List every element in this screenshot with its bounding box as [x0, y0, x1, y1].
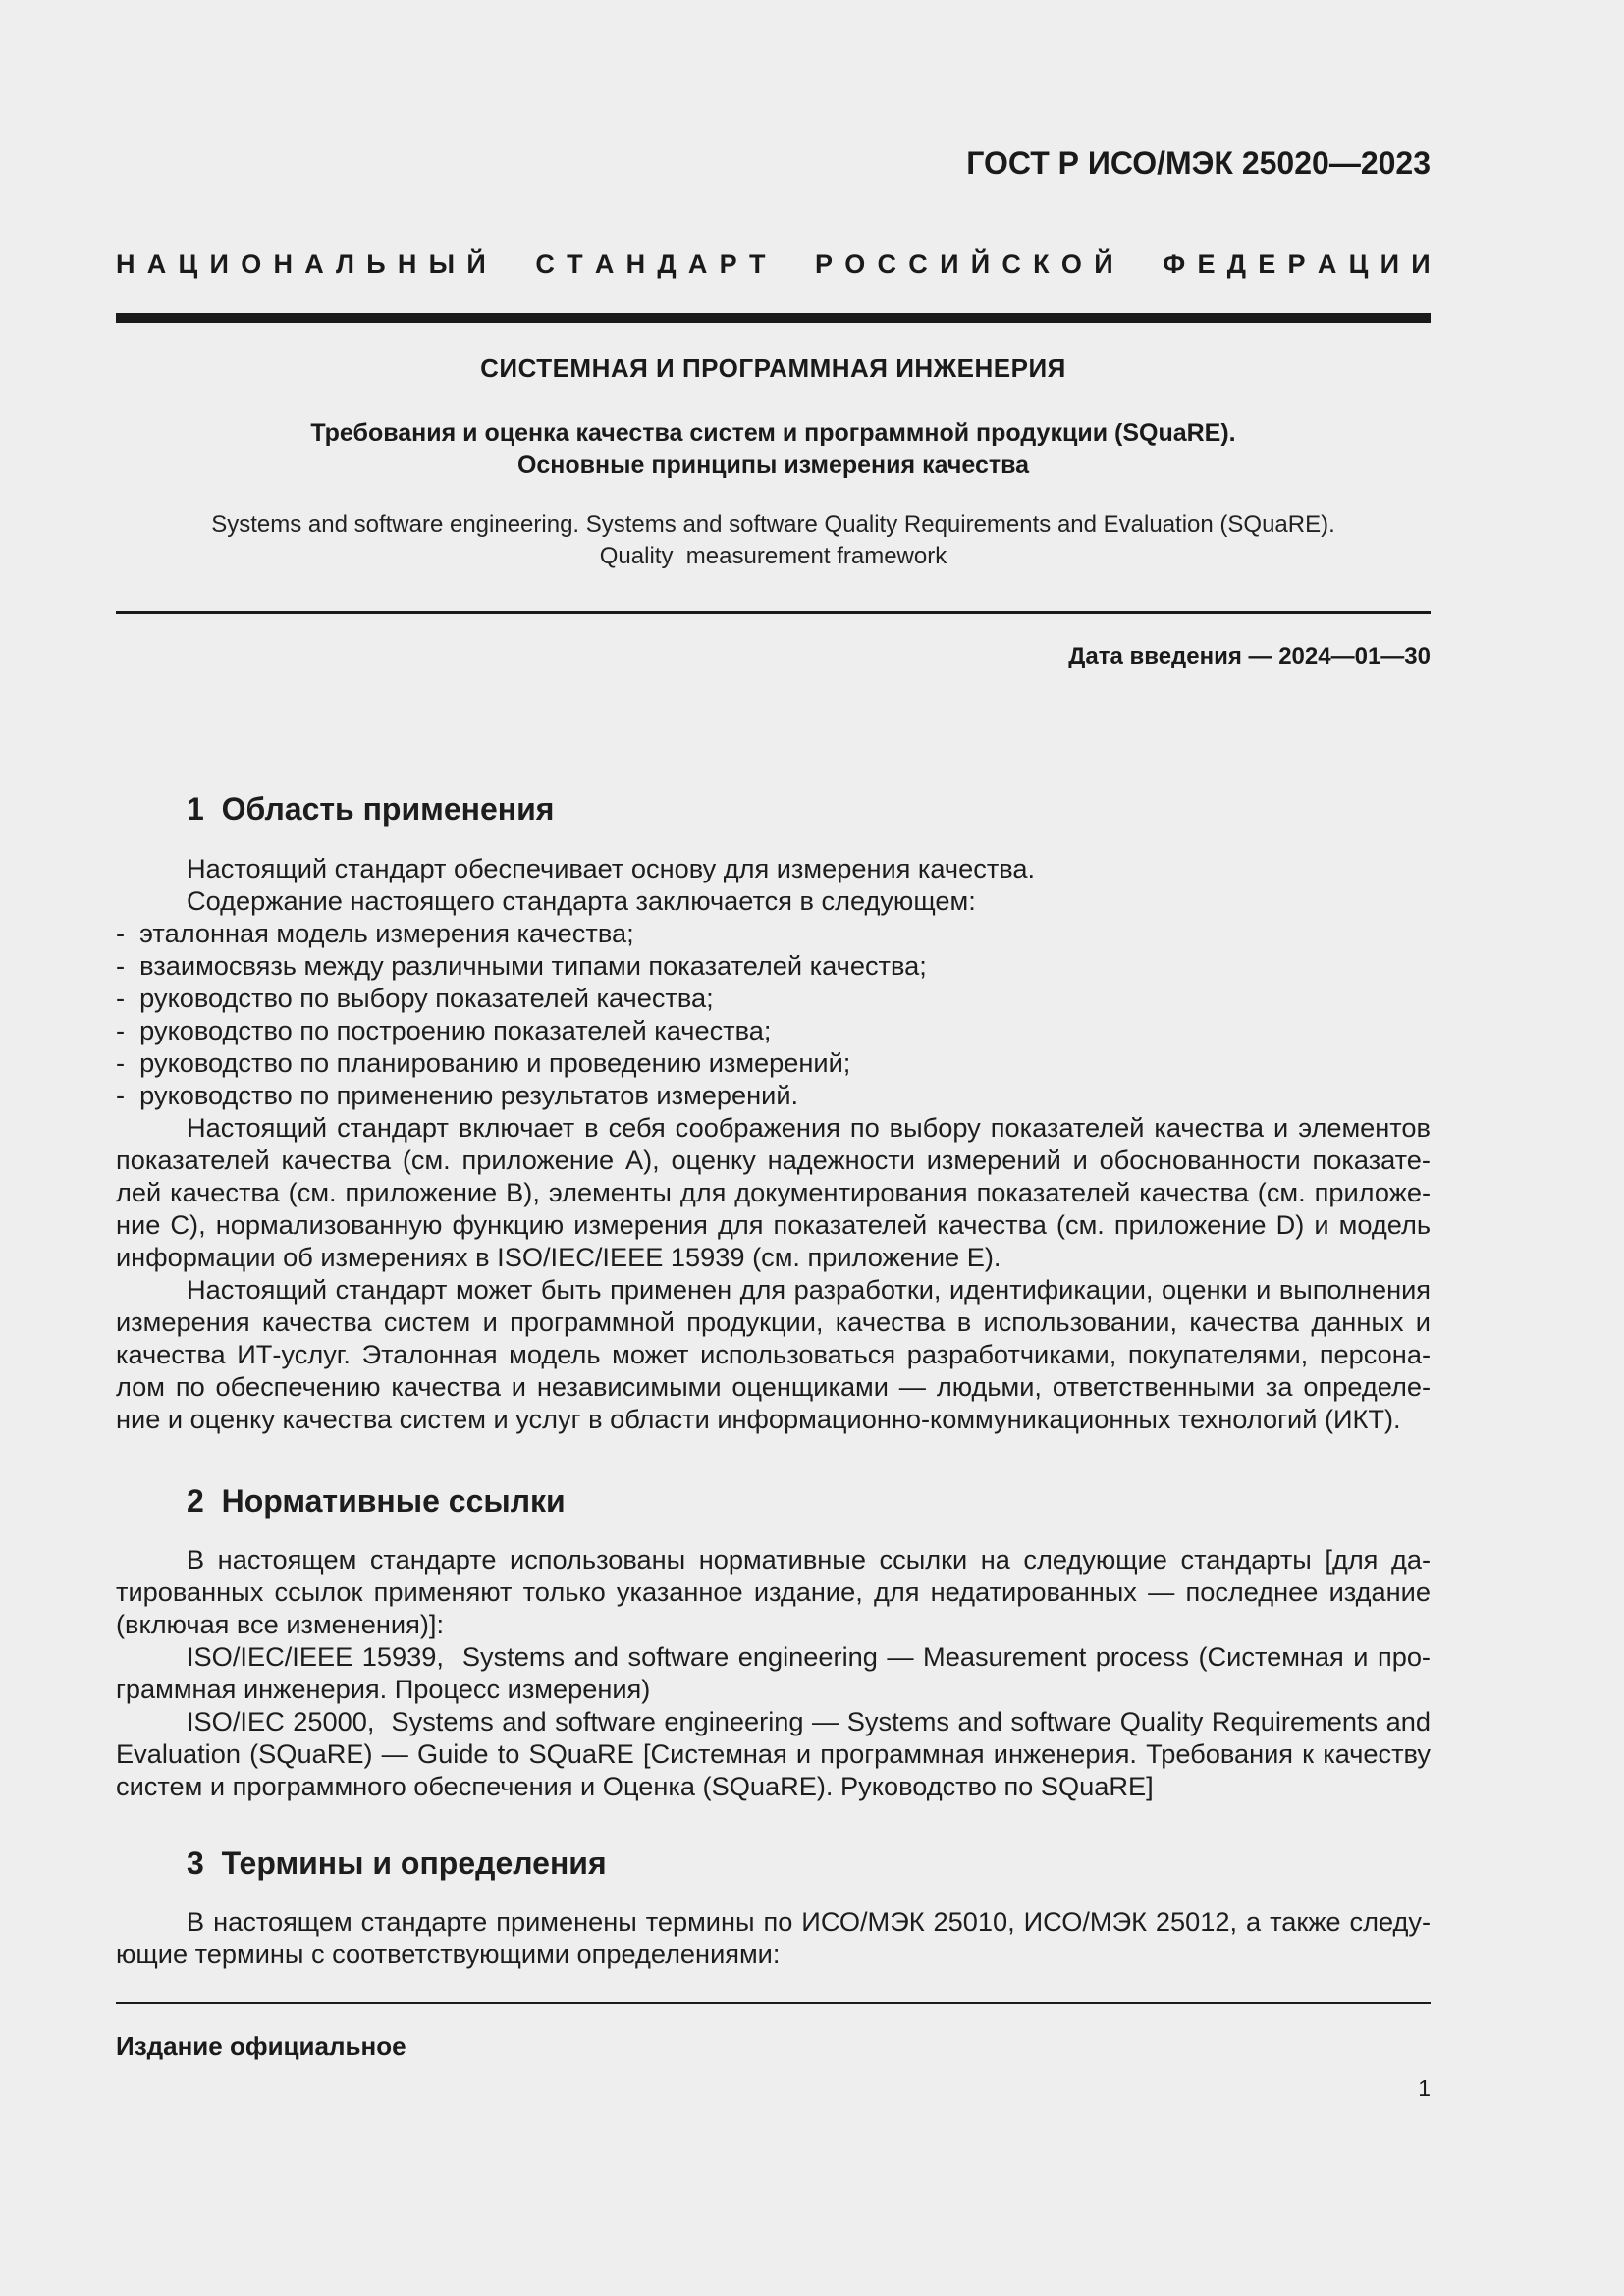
document-code: ГОСТ Р ИСО/МЭК 25020—2023 — [966, 145, 1431, 181]
paragraph-line: информации об измерениях в ISO/IEC/IEEE 15939 (см. приложение E). — [116, 1242, 1001, 1272]
reference-line: ISO/IEC 25000, Systems and software engineering — Systems and software Quality Requirements and — [187, 1706, 1431, 1736]
paragraph-line: качества ИТ-услуг. Эталонная модель может использоваться разработчиками, покупателями, персона- — [116, 1339, 1431, 1369]
page-number: 1 — [1418, 2075, 1431, 2101]
paragraph-line: лей качества (см. приложение B), элементы для документирования показателей качества (см. приложе- — [116, 1177, 1431, 1207]
reference-line: граммная инженерия. Процесс измерения) — [116, 1674, 651, 1704]
section-1-body — [116, 852, 1431, 1435]
paragraph-line: измерения качества систем и программной продукции, качества в использовании, качества данных и — [116, 1307, 1431, 1337]
subtitle — [116, 417, 1431, 482]
paragraph-line: Настоящий стандарт включает в себя соображения по выбору показателей качества и элементов — [187, 1112, 1431, 1143]
title-divider — [116, 611, 1431, 614]
list-item: - эталонная модель измерения качества; — [116, 918, 634, 948]
list-item: - руководство по построению показателей качества; — [116, 1015, 772, 1045]
reference-line: ISO/IEC/IEEE 15939, Systems and software engineering — Measurement process (Системная и про- — [187, 1641, 1431, 1672]
reference-line: Evaluation (SQuaRE) — Guide to SQuaRE [Системная и программная инженерия. Требования к качеству — [116, 1738, 1431, 1769]
list-item: - руководство по выбору показателей качества; — [116, 983, 714, 1013]
paragraph-line: В настоящем стандарте применены термины по ИСО/МЭК 25010, ИСО/МЭК 25012, а также следу- — [187, 1906, 1431, 1937]
document-page — [116, 0, 1431, 2296]
subtitle-line: Требования и оценка качества систем и программной продукции (SQuaRE). — [310, 419, 1236, 447]
english-title-line: Quality measurement framework — [599, 543, 947, 569]
footer-divider — [116, 2002, 1431, 2004]
subtitle-line: Основные принципы измерения качества — [516, 452, 1030, 479]
paragraph-line: ющие термины с соответствующими определениями: — [116, 1939, 781, 1969]
list-item: - взаимосвязь между различными типами показателей качества; — [116, 950, 927, 981]
national-standard-banner: Н А Ц И О Н А Л Ь Н Ы Й С Т А Н Д А Р Т Р О С С И Й С К О Й Ф Е Д Е Р А Ц И И — [116, 249, 1431, 279]
section-2-body — [116, 1543, 1431, 1802]
paragraph-line: лом по обеспечению качества и независимыми оценщиками — людьми, ответственными за определе- — [116, 1371, 1431, 1402]
section-heading: 3 Термины и определения — [187, 1845, 607, 1881]
paragraph-line: показателей качества (см. приложение A), оценку надежности измерений и обоснованности показате- — [116, 1145, 1431, 1175]
paragraph: Настоящий стандарт обеспечивает основу для измерения качества. — [187, 853, 1036, 883]
header-divider — [116, 313, 1431, 323]
section-3-body — [116, 1905, 1431, 1970]
paragraph-line: (включая все изменения)]: — [116, 1609, 445, 1639]
list-item: - руководство по применению результатов измерений. — [116, 1080, 799, 1110]
introduction-date: Дата введения — 2024—01—30 — [1068, 643, 1431, 669]
list-item: - руководство по планированию и проведению измерений; — [116, 1047, 851, 1078]
paragraph-line: Настоящий стандарт может быть применен для разработки, идентификации, оценки и выполнения — [187, 1274, 1431, 1305]
edition-label: Издание официальное — [116, 2031, 406, 2060]
english-title — [116, 509, 1431, 572]
paragraph-line: В настоящем стандарте использованы нормативные ссылки на следующие стандарты [для да- — [187, 1544, 1431, 1575]
paragraph-line: ние и оценку качества систем и услуг в области информационно-коммуникационных технологий (ИКТ). — [116, 1404, 1401, 1434]
paragraph-line: тированных ссылок применяют только указанное издание, для недатированных — последнее издание — [116, 1576, 1431, 1607]
section-heading: 1 Область применения — [187, 791, 555, 827]
english-title-line: Systems and software engineering. Systems and software Quality Requirements and Evaluation (SQuaRE). — [211, 511, 1335, 538]
paragraph-line: ние C), нормализованную функцию измерения для показателей качества (см. приложение D) и модель — [116, 1209, 1431, 1240]
paragraph: Содержание настоящего стандарта заключается в следующем: — [187, 885, 976, 916]
reference-line: систем и программного обеспечения и Оценка (SQuaRE). Руководство по SQuaRE] — [116, 1771, 1154, 1801]
main-title: СИСТЕМНАЯ И ПРОГРАММНАЯ ИНЖЕНЕРИЯ — [480, 353, 1066, 383]
section-heading: 2 Нормативные ссылки — [187, 1483, 566, 1519]
